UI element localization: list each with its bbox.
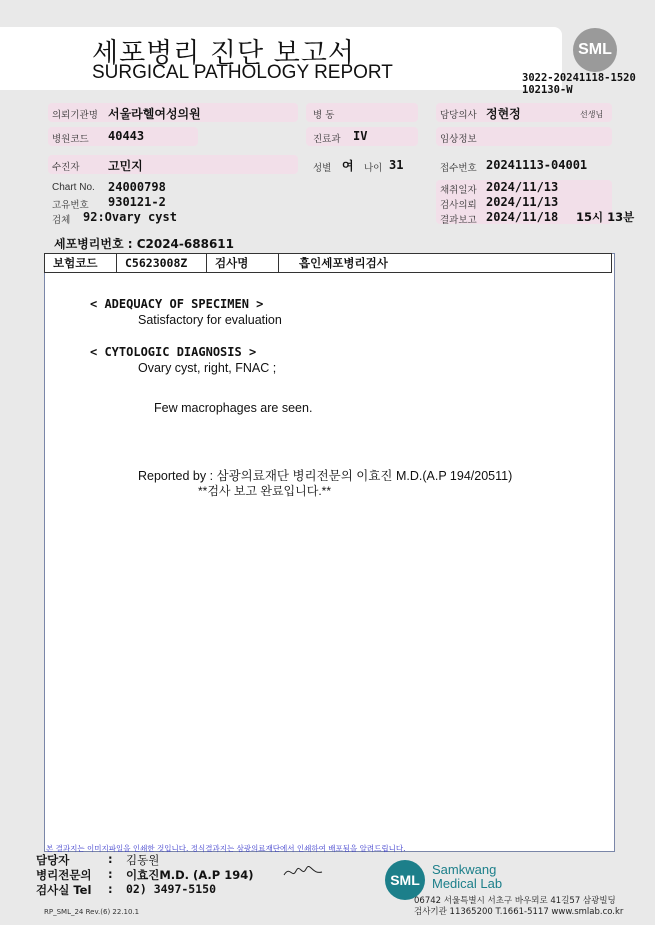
adequacy-text: Satisfactory for evaluation [138, 313, 282, 327]
specimen-value: 92:Ovary cyst [83, 210, 177, 224]
manager-value: 김동원 [126, 853, 160, 867]
clinical-info-label: 임상정보 [440, 134, 477, 145]
manager-label: 담당자 [36, 853, 70, 867]
report-body [44, 253, 615, 852]
revision-code: RP_SML_24 Rev.(6) 22.10.1 [44, 908, 140, 916]
collect-date-value: 2024/11/13 [486, 180, 559, 194]
request-date-label: 검사의뢰 [440, 200, 477, 211]
insurance-code-value: C5623008Z [117, 254, 207, 272]
reported-by: Reported by : 삼광의료재단 병리전문의 이효진 M.D.(A.P 194/20511) [138, 469, 513, 483]
patient-field [48, 155, 298, 174]
age-label: 나이 [364, 163, 383, 174]
report-title-english: SURGICAL PATHOLOGY REPORT [92, 62, 393, 83]
lab-tel-label: 검사실 Tel [36, 883, 92, 897]
pathologist-colon: : [108, 867, 113, 881]
chart-label: Chart No. [52, 182, 95, 193]
lab-name-line1: Samkwang [432, 862, 497, 877]
finding-text: Few macrophages are seen. [154, 401, 313, 415]
result-time-value: 15시 13분 [576, 210, 635, 224]
signature-icon [282, 863, 324, 881]
doctor-label: 담당의사 [440, 110, 477, 121]
hospital-code-value: 40443 [108, 129, 145, 143]
test-name-label: 검사명 [207, 254, 279, 272]
notice-text: 본 결과지는 이미지파일을 인쇄한 것입니다. 정식결과지는 삼광의료재단에서 인쇄하여 배포됨을 알려드립니다. [46, 844, 406, 853]
lab-address: 06742 서울특별시 서초구 바우뫼로 41길57 삼광빌딩 [414, 896, 616, 906]
patient-label: 수진자 [52, 162, 80, 173]
insurance-code-label: 보험코드 [45, 254, 117, 272]
hospital-code-label: 병원코드 [52, 134, 89, 145]
doctor-value: 정현정 [486, 107, 521, 121]
pathologist-label: 병리전문의 [36, 868, 92, 882]
adequacy-heading: < ADEQUACY OF SPECIMEN > [90, 297, 264, 311]
report-id-line1: 3022-20241118-1520 [522, 72, 636, 84]
result-date-label: 결과보고 [440, 215, 477, 226]
lab-tel-value: 02) 3497-5150 [126, 882, 217, 896]
lab-name [432, 863, 502, 891]
unique-label: 고유번호 [52, 200, 89, 211]
report-id-line2: 102130-W [522, 84, 573, 96]
request-date-value: 2024/11/13 [486, 195, 559, 209]
manager-colon: : [108, 852, 113, 866]
institution-value: 서울라헬여성의원 [108, 107, 201, 121]
receipt-value: 20241113-04001 [486, 158, 588, 172]
report-title-korean: 세포병리 진단 보고서 [92, 38, 355, 69]
test-name-value: 흡인세포병리검사 [299, 256, 388, 270]
code-row [44, 253, 612, 273]
samkwang-logo-icon: SML [385, 860, 425, 900]
ward-label: 병 동 [313, 110, 335, 121]
lab-contact: 검사기관 11365200 T.1661-5117 www.smlab.co.kr [414, 907, 624, 917]
lab-name-line2: Medical Lab [432, 876, 503, 891]
dept-label: 진료과 [313, 134, 341, 145]
pathologist-value: 이효진M.D. (A.P 194) [126, 868, 254, 882]
specimen-label: 검체 [52, 215, 71, 226]
diagnosis-heading: < CYTOLOGIC DIAGNOSIS > [90, 345, 257, 359]
report-complete: **검사 보고 완료입니다.** [198, 484, 332, 498]
sex-label: 성별 [313, 163, 332, 174]
patient-value: 고민지 [108, 159, 143, 173]
result-date-value: 2024/11/18 [486, 210, 559, 224]
sex-value: 여 [342, 159, 354, 173]
receipt-label: 접수번호 [440, 163, 477, 174]
lab-tel-colon: : [108, 882, 113, 896]
dept-value: IV [353, 129, 368, 143]
collect-date-label: 채취일자 [440, 185, 477, 196]
sml-logo-icon: SML [573, 28, 617, 72]
chart-value: 24000798 [108, 180, 166, 194]
cytology-number: 세포병리번호 : C2024-688611 [54, 237, 234, 251]
unique-value: 930121-2 [108, 195, 166, 209]
diagnosis-text: Ovary cyst, right, FNAC ; [138, 361, 277, 375]
age-value: 31 [389, 158, 404, 172]
doctor-suffix: 선생님 [580, 110, 604, 119]
report-id [522, 72, 636, 96]
institution-label: 의뢰기관명 [52, 110, 98, 121]
